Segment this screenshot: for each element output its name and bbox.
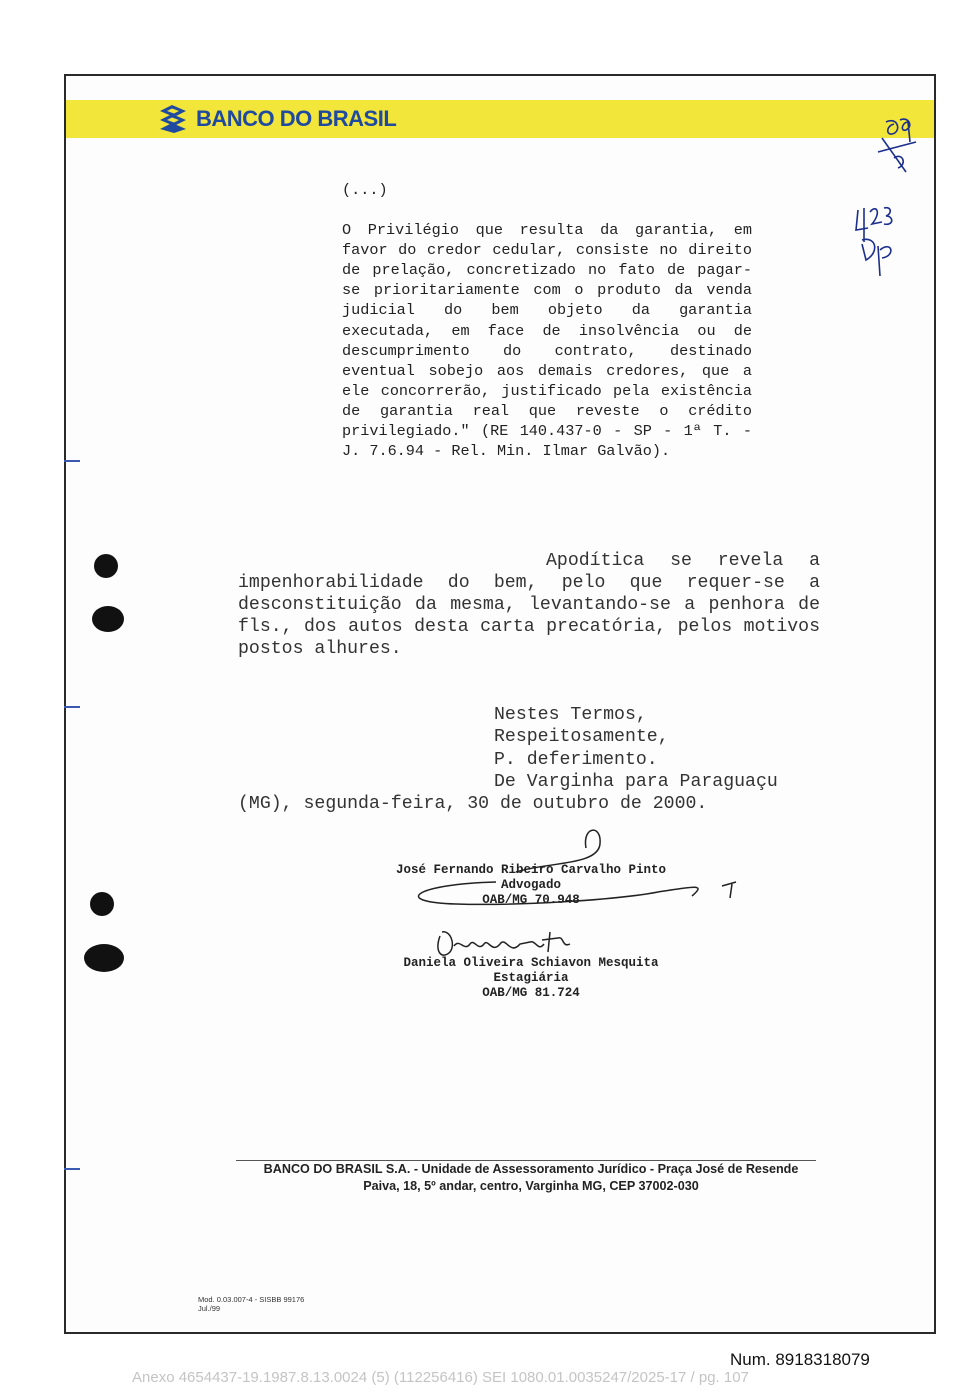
form-code (198, 1295, 304, 1313)
handwritten-page-number (872, 112, 922, 188)
closing-line-1: Nestes Termos, (494, 705, 647, 725)
margin-tick (64, 706, 80, 708)
quote-text: O Privilégio que resulta da garantia, em favor do credor cedular, consiste no direito de prelação, concretizado no fato de pagar-se prioritariamente com o produto da venda judicial do bem objeto da garantia executada, em face de insolvência ou de descumprimento do contrato, destinado eventual sobejo aos demais credores, que a ele concorrerão, justificado pela existência de garantia real que reveste o crédito privilegiado." (RE 140.437-0 - SP - 1ª T. - J. 7.6.94 - Rel. Min. Ilmar Galvão). (342, 221, 752, 461)
signer-name: José Fernando Ribeiro Carvalho Pinto (395, 863, 667, 877)
signer-role: Estagiária (493, 971, 569, 985)
banco-do-brasil-icon (158, 105, 188, 133)
signer-role: Advogado (500, 878, 561, 892)
margin-tick (64, 460, 80, 462)
handwritten-margin-note (852, 200, 912, 280)
bank-name: BANCO DO BRASIL (196, 106, 397, 131)
margin-tick (64, 1168, 80, 1170)
closing-line-2: Respeitosamente, (494, 727, 669, 748)
form-code-line-1: Mod. 0.03.007-4 - SISBB 99176 (198, 1295, 305, 1304)
header-band (66, 100, 934, 138)
quote-ellipsis: (...) (342, 181, 388, 199)
punch-hole (94, 554, 118, 578)
punch-hole (84, 944, 124, 972)
punch-hole (92, 606, 124, 632)
bank-logo (158, 104, 396, 134)
closing-line-4: De Varginha para Paraguaçu (494, 772, 778, 793)
request-text: Apodítica se revela a impenhorabilidade do bem, pelo que requer-se a desconstituição da mesma, levantando-se a penhora de fls., dos autos desta carta precatória, pelos motivos postos alhures. (238, 551, 820, 659)
signer-oab: OAB/MG 81.724 (482, 986, 580, 1000)
handwritten-69: 69 (872, 112, 874, 113)
quoted-jurisprudence (342, 180, 752, 461)
date-line: (MG), segunda-feira, 30 de outubro de 2000. (238, 794, 708, 814)
signature-block-lawyer (366, 863, 696, 908)
annex-stamp: Anexo 4654437-19.1987.8.13.0024 (5) (112256416) SEI 1080.01.0035247/2025-17 / pg. 107 (132, 1369, 749, 1386)
footer-line-2: Paiva, 18, 5º andar, centro, Varginha MG, CEP 37002-030 (363, 1179, 699, 1193)
closing-line-3: P. deferimento. (494, 749, 658, 770)
request-paragraph (238, 550, 820, 660)
closing-block (494, 704, 778, 794)
document-page (64, 74, 936, 1334)
page-number: Num. 8918318079 (730, 1350, 870, 1369)
form-code-line-2: Jul./99 (198, 1304, 221, 1313)
punch-hole (90, 892, 114, 916)
signer-oab: OAB/MG 70.948 (482, 893, 580, 907)
letterhead-footer (226, 1161, 836, 1195)
handwritten-428: 428 (852, 200, 854, 201)
signature-block-intern (366, 956, 696, 1001)
signer-name: Daniela Oliveira Schiavon Mesquita (403, 956, 659, 970)
footer-line-1: BANCO DO BRASIL S.A. - Unidade de Assessoramento Jurídico - Praça José de Resende (263, 1162, 799, 1176)
